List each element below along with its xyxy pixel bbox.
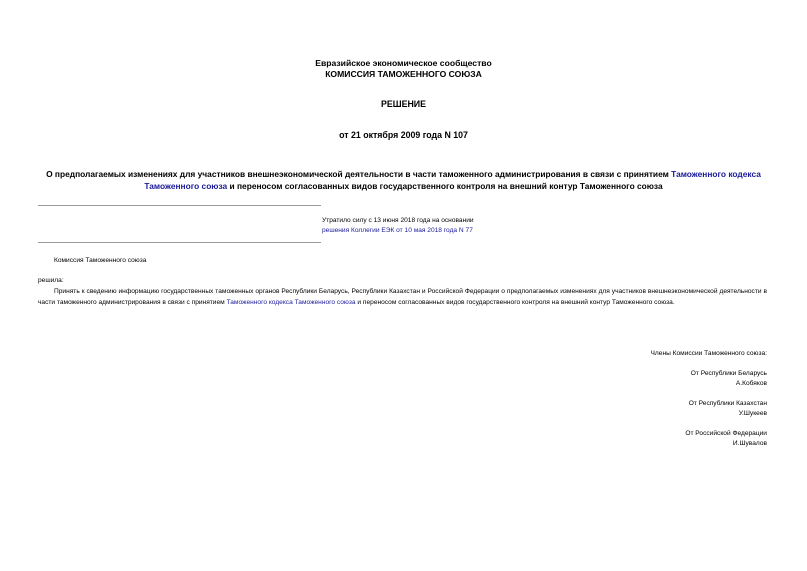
signature-country: От Республики Беларусь (690, 370, 767, 377)
issuer-line: Комиссия Таможенного союза (54, 257, 147, 264)
para-text-part1: Принять к сведению информацию государственных таможенных органов Республики Беларусь, Республики Казахстан и Российской Федерации о предполагаемых изменениях для участников внешнеэкономической деятельности в части таможенного администрирования в связи с принятием (38, 288, 767, 306)
document-title (40, 168, 767, 192)
signature-name: У.Шукеев (738, 410, 767, 417)
separator-bottom (38, 242, 321, 243)
document-date-number: от 21 октября 2009 года N 107 (339, 130, 468, 140)
title-customs-code-link[interactable]: Таможенного кодекса Таможенного союза (144, 169, 761, 191)
para-customs-code-link[interactable]: Таможенного кодекса Таможенного союза (226, 299, 356, 306)
organization-name: Евразийское экономическое сообщество (315, 58, 492, 68)
signature-name: А.Кобяков (735, 380, 767, 387)
status-note-link[interactable]: решения Коллегии ЕЭК от 10 мая 2018 года N 77 (322, 227, 473, 234)
para-text-part2: и переносом согласованных видов государственного контроля на внешний контур Таможенного союза. (355, 299, 675, 306)
signature-name: И.Шувалов (732, 440, 767, 447)
commission-name: КОМИССИЯ ТАМОЖЕННОГО СОЮЗА (325, 69, 482, 79)
signature-country: От Республики Казахстан (688, 400, 767, 407)
signature-country: От Российской Федерации (685, 430, 767, 437)
separator-top (38, 205, 321, 206)
title-text-part2: и переносом согласованных видов государственного контроля на внешний контур Таможенного союза (227, 181, 663, 191)
document-type: РЕШЕНИЕ (381, 99, 426, 109)
status-note-text: Утратило силу с 13 июня 2018 года на основании (322, 217, 474, 224)
decided-line: решила: (38, 277, 64, 284)
signatures-heading: Члены Комиссии Таможенного союза: (650, 350, 767, 357)
decision-paragraph (38, 286, 767, 308)
title-text-part1: О предполагаемых изменениях для участников внешнеэкономической деятельности в части таможенного администрирования в связи с принятием (46, 169, 672, 179)
